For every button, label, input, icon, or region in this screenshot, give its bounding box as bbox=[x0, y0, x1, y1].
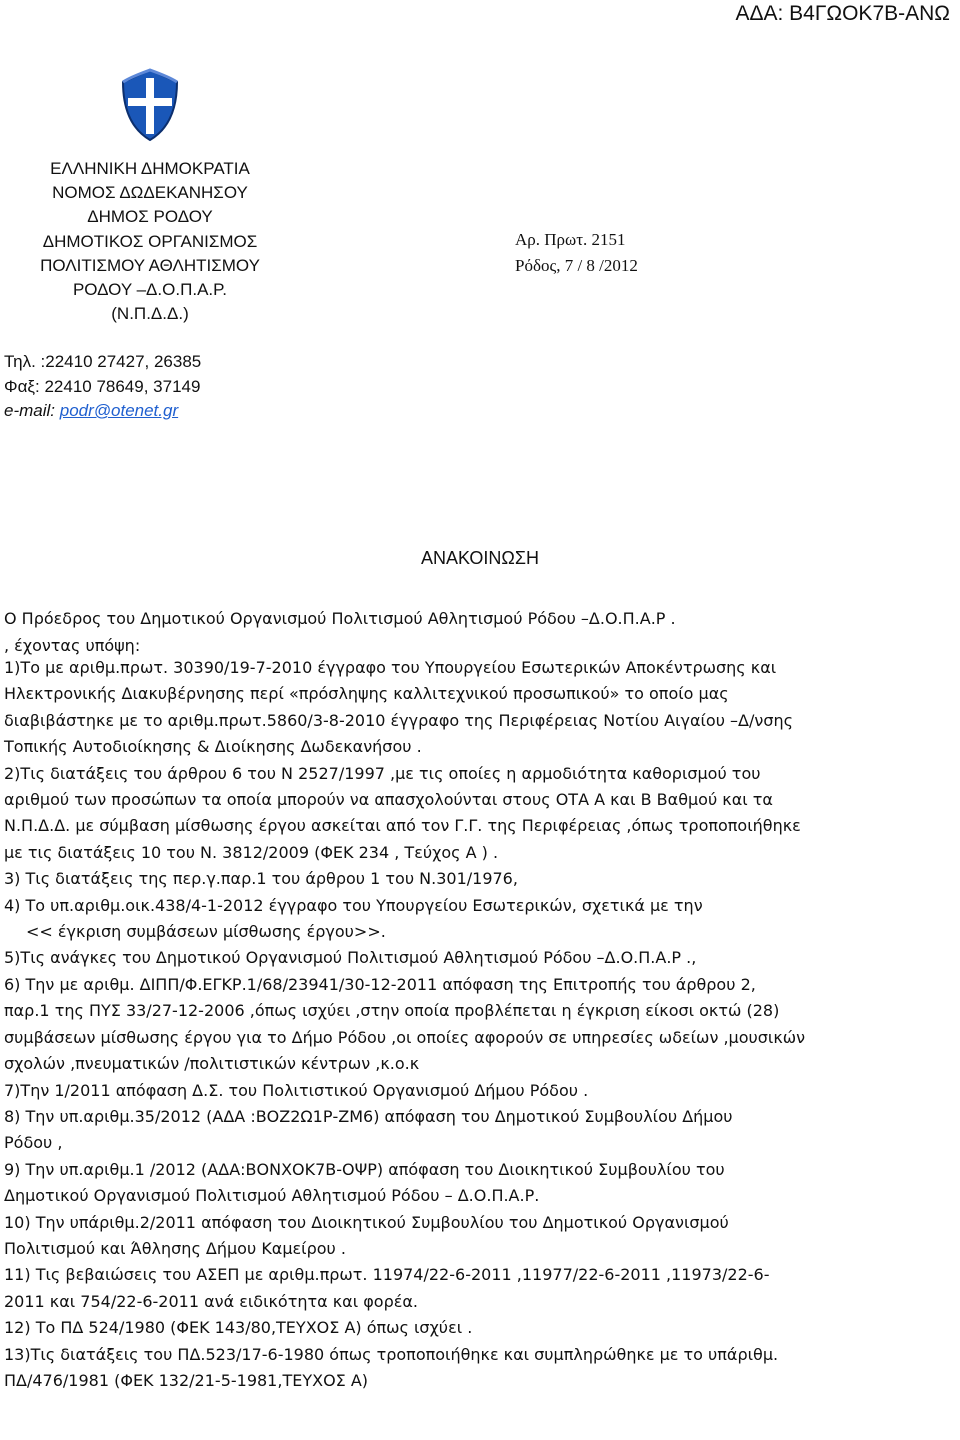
body-line: 2)Τις διατάξεις του άρθρου 6 του Ν 2527/1997 ,με τις οποίες η αρμοδιότητα καθορισμού του bbox=[4, 763, 761, 783]
intro-line: , έχοντας υπόψη: bbox=[4, 636, 141, 655]
body-line: αριθμού των προσώπων τα οποία μπορούν να απασχολούνται στους ΟΤΑ Α και Β Βαθμού και τα bbox=[4, 790, 773, 810]
reference-block bbox=[515, 227, 638, 279]
body-line: 4) Το υπ.αριθμ.οικ.438/4-1-2012 έγγραφο του Υπουργείου Εσωτερικών, σχετικά με την bbox=[4, 895, 703, 915]
phone: Τηλ. :22410 27427, 26385 bbox=[4, 352, 202, 371]
fax: Φαξ: 22410 78649, 37149 bbox=[4, 376, 201, 396]
body-line: 8) Την υπ.αριθμ.35/2012 (ΑΔΑ :ΒΟΖ2Ω1Ρ-ΖΜ6) απόφαση του Δημοτικού Συμβουλίου Δήμου bbox=[4, 1106, 733, 1126]
body-line: 2011 και 754/22-6-2011 ανά ειδικότητα και φορέα. bbox=[4, 1291, 418, 1311]
greek-coat-of-arms-emblem bbox=[119, 68, 181, 142]
body-line: με τις διατάξεις 10 του Ν. 3812/2009 (ΦΕΚ 234 , Τεύχος Α ) . bbox=[4, 842, 499, 862]
body-line: 7)Την 1/2011 απόφαση Δ.Σ. του Πολιτιστικού Οργανισμού Δήμου Ρόδου . bbox=[4, 1080, 589, 1100]
org-line: ΡΟΔΟΥ –Δ.Ο.Π.Α.Ρ. bbox=[72, 280, 228, 300]
body-line: Ν.Π.Δ.Δ. με σύμβαση μίσθωσης έργου ασκείται από τον Γ.Γ. της Περιφέρειας ,όπως τροποποιήθηκε bbox=[4, 816, 801, 836]
body-line: 3) Τις διατάξεις της περ.γ.παρ.1 του άρθρου 1 του Ν.301/1976, bbox=[4, 869, 518, 889]
email-label: e-mail: bbox=[4, 401, 60, 420]
body-line: 6) Την με αριθμ. ΔΙΠΠ/Φ.ΕΓΚΡ.1/68/23941/30-12-2011 απόφαση της Επιτροπής του άρθρου 2, bbox=[4, 974, 756, 994]
document-title: ΑΝΑΚΟΙΝΩΣΗ bbox=[420, 548, 540, 568]
body-line: Τοπικής Αυτοδιοίκησης & Διοίκησης Δωδεκανήσου . bbox=[4, 737, 422, 757]
body-line: ΠΔ/476/1981 (ΦΕΚ 132/21-5-1981,ΤΕΥΧΟΣ Α) bbox=[4, 1370, 369, 1390]
ada-code: ΑΔΑ: Β4ΓΩΟΚ7Β-ΑΝΩ bbox=[735, 2, 950, 25]
body-line: διαβιβάστηκε με το αριθμ.πρωτ.5860/3-8-2010 έγγραφο της Περιφέρειας Νοτίου Αιγαίου –Δ/νσης bbox=[4, 710, 793, 730]
body-line: παρ.1 της ΠΥΣ 33/27-12-2006 ,όπως ισχύει ,στην οποία προβλέπεται η έγκριση είκοσι οκτώ (28) bbox=[4, 1001, 780, 1021]
body-line: 10) Την υπάριθμ.2/2011 απόφαση του Διοικητικού Συμβουλίου του Δημοτικού Οργανισμού bbox=[4, 1212, 729, 1232]
org-line: ΠΟΛΙΤΙΣΜΟΥ ΑΘΛΗΤΙΣΜΟΥ bbox=[40, 255, 260, 275]
protocol-number: Αρ. Πρωτ. 2151 bbox=[515, 230, 626, 249]
body-line: << έγκριση συμβάσεων μίσθωσης έργου>>. bbox=[26, 922, 386, 942]
intro-line: Ο Πρόεδρος του Δημοτικού Οργανισμού Πολιτισμού Αθλητισμού Ρόδου –Δ.Ο.Π.Α.Ρ . bbox=[4, 609, 676, 628]
intro-block bbox=[4, 605, 676, 659]
body-line: Ρόδου , bbox=[4, 1133, 63, 1153]
body-line: 13)Τις διατάξεις του ΠΔ.523/17-6-1980 όπως τροποποιήθηκε και συμπληρώθηκε με το υπάριθμ. bbox=[4, 1344, 779, 1364]
body-line: 9) Την υπ.αριθμ.1 /2012 (ΑΔΑ:ΒΟΝΧΟΚ7Β-ΟΨΡ) απόφαση του Διοικητικού Συμβουλίου του bbox=[4, 1159, 725, 1179]
org-line: ΔΗΜΟΣ ΡΟΔΟΥ bbox=[87, 207, 213, 227]
email-line bbox=[4, 399, 201, 424]
body-line: Δημοτικού Οργανισμού Πολιτισμού Αθλητισμού Ρόδου – Δ.Ο.Π.Α.Ρ. bbox=[4, 1186, 540, 1206]
body-line: 11) Τις βεβαιώσεις του ΑΣΕΠ με αριθμ.πρωτ. 11974/22-6-2011 ,11977/22-6-2011 ,11973/22-6- bbox=[4, 1265, 770, 1285]
email-link[interactable]: podr@otenet.gr bbox=[59, 401, 179, 420]
org-line: (Ν.Π.Δ.Δ.) bbox=[111, 304, 189, 324]
org-line: ΕΛΛΗΝΙΚΗ ΔΗΜΟΚΡΑΤΙΑ bbox=[50, 159, 250, 178]
body-line: Πολιτισμού και Άθλησης Δήμου Καμείρου . bbox=[4, 1238, 346, 1258]
body-line: Ηλεκτρονικής Διακυβέρνησης περί «πρόσληψης καλλιτεχνικού προσωπικού» το οποίο μας bbox=[4, 684, 729, 704]
body-line: συμβάσεων μίσθωσης έργου για το Δήμο Ρόδου ,οι οποίες αφορούν σε υπηρεσίες ωδείων ,μουσικών bbox=[4, 1027, 806, 1047]
body-line: 1)Το με αριθμ.πρωτ. 30390/19-7-2010 έγγραφο του Υπουργείου Εσωτερικών Αποκέντρωσης και bbox=[4, 658, 777, 677]
body-line: 12) Το ΠΔ 524/1980 (ΦΕΚ 143/80,ΤΕΥΧΟΣ Α) όπως ισχύει . bbox=[4, 1318, 473, 1338]
date-line: Ρόδος, 7 / 8 /2012 bbox=[515, 256, 638, 275]
org-line: ΝΟΜΟΣ ΔΩΔΕΚΑΝΗΣΟΥ bbox=[52, 183, 248, 203]
considerations-body bbox=[4, 655, 954, 1394]
org-line: ΔΗΜΟΤΙΚΟΣ ΟΡΓΑΝΙΣΜΟΣ bbox=[42, 231, 258, 251]
body-line: 5)Τις ανάγκες του Δημοτικού Οργανισμού Πολιτισμού Αθλητισμού Ρόδου –Δ.Ο.Π.Α.Ρ ., bbox=[4, 948, 697, 968]
issuer-block bbox=[0, 157, 300, 326]
body-line: σχολών ,πνευματικών /πολιτιστικών κέντρων ,κ.ο.κ bbox=[4, 1054, 420, 1074]
contact-block bbox=[4, 350, 201, 424]
